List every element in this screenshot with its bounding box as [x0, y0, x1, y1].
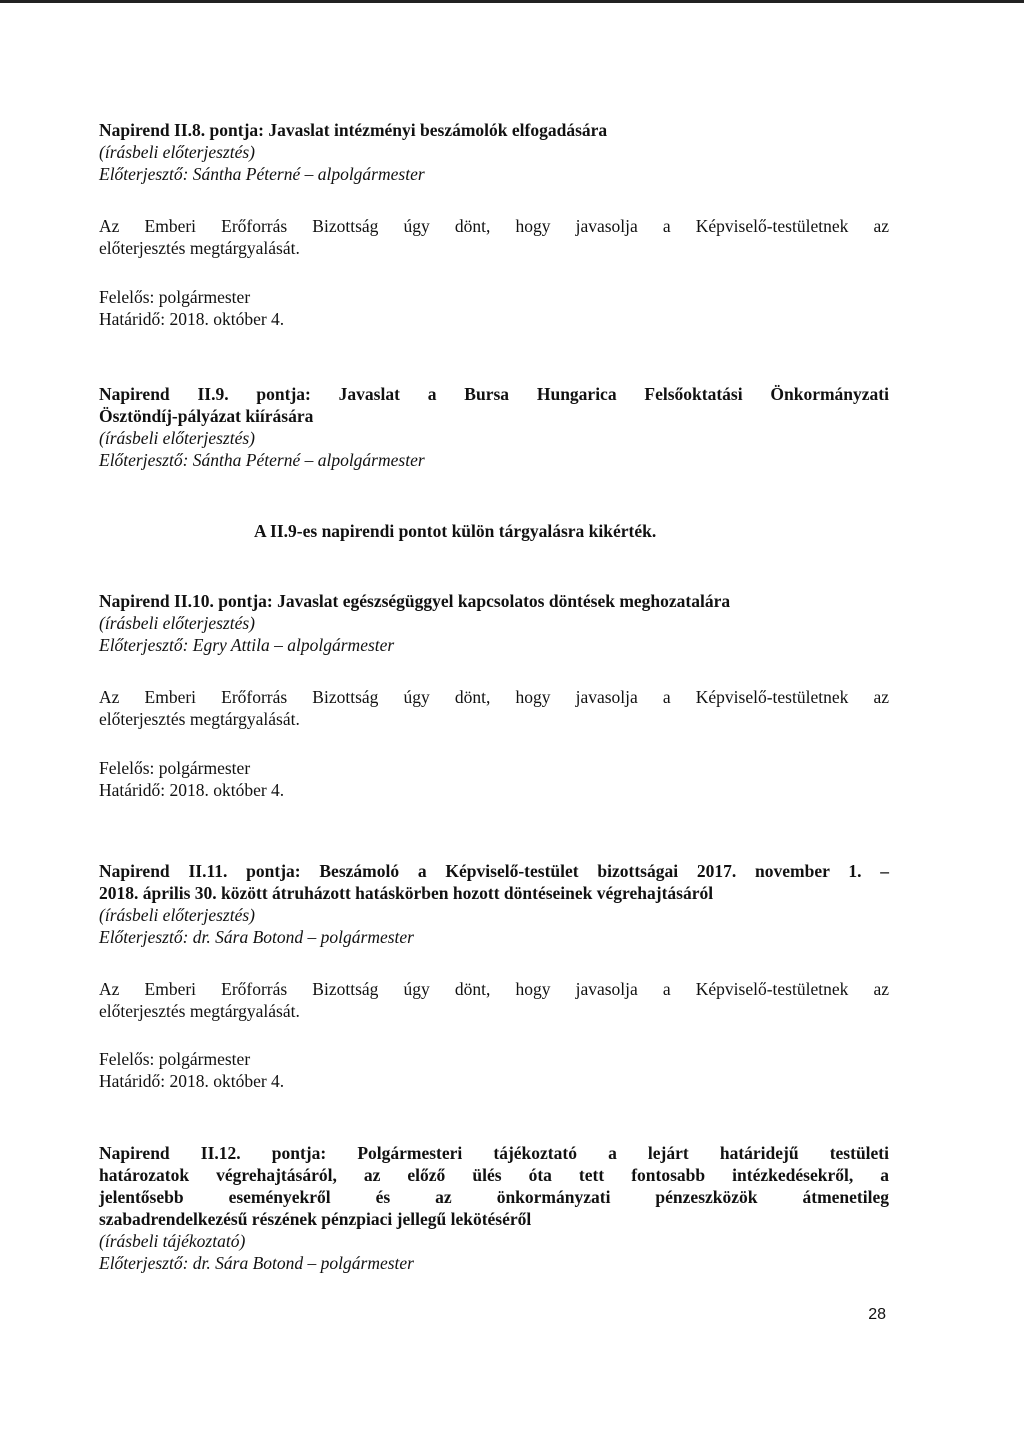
decision-text-line2: előterjesztés megtárgyalását. [99, 709, 300, 729]
agenda-heading: Napirend II.10. pontja: Javaslat egészségüggyel kapcsolatos döntések meghozatalára [99, 591, 731, 611]
decision-text-line2: előterjesztés megtárgyalását. [99, 1001, 300, 1021]
agenda-heading-line3: jelentősebb eseményekről és az önkormányzati pénzeszközök átmenetileg [99, 1187, 889, 1207]
submission-type: (írásbeli tájékoztató) [99, 1231, 246, 1251]
separate-discussion-note: A II.9-es napirendi pontot külön tárgyalásra kikérték. [254, 521, 657, 541]
presenter: Előterjesztő: dr. Sára Botond – polgármester [99, 927, 414, 947]
responsible-person: Felelős: polgármester [99, 758, 251, 778]
submission-type: (írásbeli előterjesztés) [99, 428, 256, 448]
agenda-heading-line2: 2018. április 30. között átruházott hatáskörben hozott döntéseinek végrehajtásáról [99, 883, 714, 903]
responsible-person: Felelős: polgármester [99, 1049, 251, 1069]
decision-text-line2: előterjesztés megtárgyalását. [99, 238, 300, 258]
top-border-line [0, 0, 1024, 3]
presenter: Előterjesztő: Egry Attila – alpolgármester [99, 635, 395, 655]
deadline: Határidő: 2018. október 4. [99, 780, 285, 800]
responsible-person: Felelős: polgármester [99, 287, 251, 307]
presenter: Előterjesztő: Sántha Péterné – alpolgármester [99, 164, 425, 184]
agenda-heading: Napirend II.8. pontja: Javaslat intézményi beszámolók elfogadására [99, 120, 608, 140]
decision-text-line1: Az Emberi Erőforrás Bizottság úgy dönt, hogy javasolja a Képviselő-testületnek az [99, 979, 889, 999]
deadline: Határidő: 2018. október 4. [99, 309, 285, 329]
submission-type: (írásbeli előterjesztés) [99, 613, 256, 633]
agenda-heading-line2: határozatok végrehajtásáról, az előző ülés óta tett fontosabb intézkedésekről, a [99, 1165, 889, 1185]
page-number: 28 [868, 1306, 886, 1323]
decision-text-line1: Az Emberi Erőforrás Bizottság úgy dönt, hogy javasolja a Képviselő-testületnek az [99, 687, 889, 707]
decision-text-line1: Az Emberi Erőforrás Bizottság úgy dönt, hogy javasolja a Képviselő-testületnek az [99, 216, 889, 236]
deadline: Határidő: 2018. október 4. [99, 1071, 285, 1091]
agenda-heading-line2: Ösztöndíj-pályázat kiírására [99, 406, 314, 426]
agenda-heading-line1: Napirend II.9. pontja: Javaslat a Bursa Hungarica Felsőoktatási Önkormányzati [99, 384, 889, 404]
submission-type: (írásbeli előterjesztés) [99, 905, 256, 925]
submission-type: (írásbeli előterjesztés) [99, 142, 256, 162]
agenda-heading-line4: szabadrendelkezésű részének pénzpiaci jellegű lekötéséről [99, 1209, 532, 1229]
agenda-heading-line1: Napirend II.11. pontja: Beszámoló a Képviselő-testület bizottságai 2017. november 1. – [99, 861, 889, 881]
presenter: Előterjesztő: dr. Sára Botond – polgármester [99, 1253, 414, 1273]
presenter: Előterjesztő: Sántha Péterné – alpolgármester [99, 450, 425, 470]
agenda-heading-line1: Napirend II.12. pontja: Polgármesteri tájékoztató a lejárt határidejű testületi [99, 1143, 889, 1163]
